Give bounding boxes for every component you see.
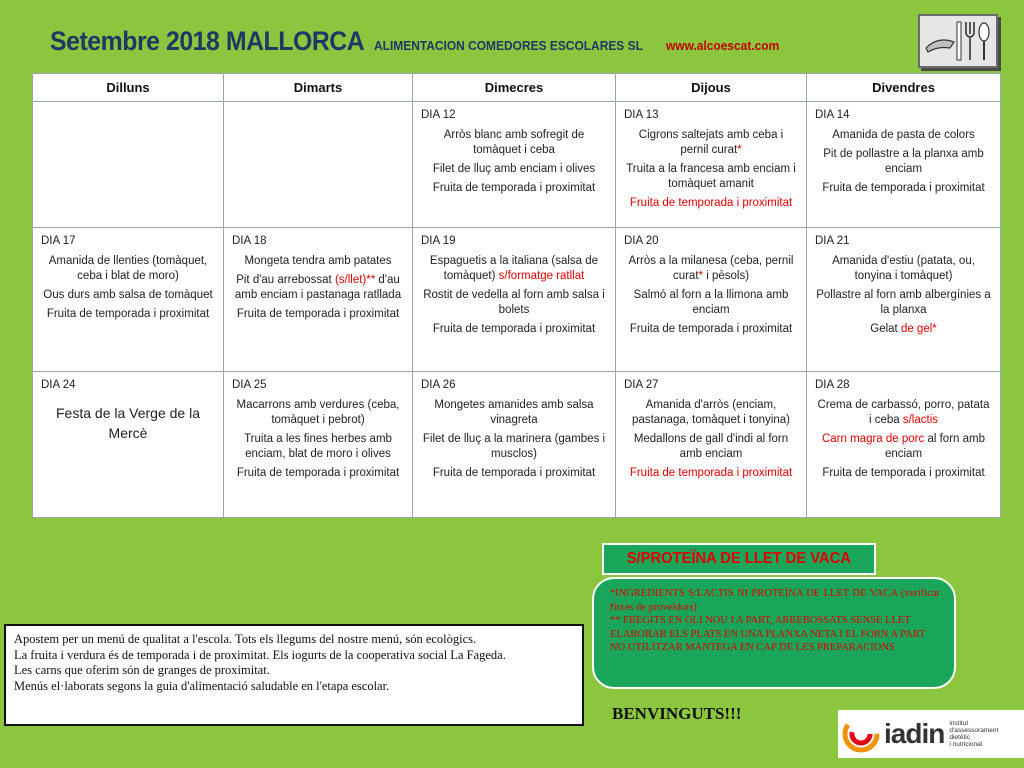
- legend-line: ELABORAR ELS PLATS EN UNA PLANXA NETA I EL FORN A PART: [610, 628, 926, 640]
- company-name: ALIMENTACION COMEDORES ESCOLARES SL: [373, 38, 643, 53]
- dish: Fruita de temporada i proximitat: [432, 467, 596, 479]
- day-cell: [616, 102, 807, 228]
- week-row: [33, 228, 1001, 372]
- dish: Macarrons amb verdures (ceba, tomàquet i pebrot): [236, 399, 400, 426]
- dish: Pit de pollastre a la planxa amb enciam: [823, 148, 984, 175]
- week-row: [33, 372, 1001, 518]
- dish: Fruita de temporada i proximitat: [629, 467, 793, 479]
- company-url: www.alcoescat.com: [665, 38, 780, 53]
- iadin-tagline: institut d'assessorament dietètic i nutricional: [949, 720, 999, 748]
- dish: Amanida de pasta de colors: [832, 129, 975, 141]
- weekday-header: Dilluns: [33, 74, 224, 102]
- day-cell: [33, 102, 224, 228]
- page-header: [50, 26, 910, 62]
- day-cell: [616, 372, 807, 518]
- day-cell: [33, 228, 224, 372]
- cutlery-icon: [920, 16, 996, 66]
- dish: Fruita de temporada i proximitat: [236, 467, 400, 479]
- dish: Medallons de gall d'indi al forn amb enciam: [633, 433, 789, 460]
- dish: Pollastre al forn amb albergínies a la planxa: [816, 289, 991, 316]
- dish: Amanida de llenties (tomàquet, ceba i blat de moro): [48, 255, 208, 282]
- info-line: Les carns que oferim són de granges de proximitat.: [14, 663, 270, 677]
- day-cell: [224, 372, 413, 518]
- allergen-legend: [592, 577, 956, 689]
- dish: Fruita de temporada i proximitat: [236, 308, 400, 320]
- dish: Gelat de gel*: [870, 323, 937, 335]
- holiday-note: Festa de la Verge de la Mercè: [56, 405, 200, 441]
- day-number: DIA 13: [624, 109, 659, 121]
- iadin-logo: [838, 710, 1024, 758]
- day-cell: [224, 102, 413, 228]
- info-line: La fruita i verdura és de temporada i de proximitat. Els iogurts de la cooperativa social La Fageda.: [14, 647, 506, 662]
- info-note: [4, 624, 584, 726]
- day-number: DIA 14: [815, 109, 850, 121]
- day-number: DIA 17: [41, 235, 76, 247]
- day-number: DIA 28: [815, 379, 850, 391]
- dish: Pit d'au arrebossat (s/llet)** d'au amb enciam i pastanaga ratllada: [234, 274, 402, 301]
- dish: Truita a la francesa amb enciam i tomàquet amanit: [626, 163, 796, 190]
- dish: Mongeta tendra amb patates: [244, 255, 392, 267]
- dish: Ous durs amb salsa de tomàquet: [43, 289, 213, 301]
- day-cell: [807, 102, 1001, 228]
- legend-title: S/PROTEÏNA DE LLET DE VACA: [602, 543, 876, 575]
- iadin-wordmark: iadin: [884, 718, 945, 749]
- day-number: DIA 27: [624, 379, 659, 391]
- dish: Arròs blanc amb sofregit de tomàquet i ceba: [443, 129, 585, 156]
- legend-line: NO UTILITZAR MANTEGA EN CAP DE LES PREPARACIONS: [610, 642, 895, 653]
- day-number: DIA 24: [41, 379, 76, 391]
- day-cell: [807, 228, 1001, 372]
- week-row: [33, 102, 1001, 228]
- dish: Mongetes amanides amb salsa vinagreta: [434, 399, 594, 426]
- legend-line: *INGREDIENTS S/LACTIS NI PROTEÏNA DE LLET DE VACA (verificar fitxes de proveïdors): [610, 588, 940, 613]
- iadin-swirl-icon: [842, 715, 880, 753]
- dish: Crema de carbassó, porro, patata i ceba s/lactis: [817, 399, 990, 426]
- cutlery-logo: [918, 14, 998, 68]
- welcome-text: BENVINGUTS!!!: [612, 704, 742, 723]
- info-line: Menús el·laborats segons la guia d'alimentació saludable en l'etapa escolar.: [14, 678, 390, 693]
- weekday-header: Divendres: [807, 74, 1001, 102]
- day-number: DIA 19: [421, 235, 456, 247]
- dish: Fruita de temporada i proximitat: [629, 323, 793, 335]
- dish: Fruita de temporada i proximitat: [822, 467, 985, 479]
- info-line: Apostem per un menú de qualitat a l'escola. Tots els llegums del nostre menú, són ecològics.: [14, 632, 477, 646]
- weekly-menu-table: [32, 73, 1001, 518]
- day-number: DIA 21: [815, 235, 850, 247]
- day-cell: [807, 372, 1001, 518]
- day-number: DIA 12: [421, 109, 456, 121]
- legend-line: ** FREGITS EN OLI NOU I A PART, ARREBOSSATS SENSE LLET: [610, 615, 911, 626]
- dish: Espaguetis a la italiana (salsa de tomàquet) s/formatge ratllat: [429, 255, 599, 282]
- day-cell: [224, 228, 413, 372]
- day-number: DIA 18: [232, 235, 267, 247]
- dish: Fruita de temporada i proximitat: [432, 323, 596, 335]
- dish: Rostit de vedella al forn amb salsa i bolets: [423, 289, 605, 316]
- day-cell: [33, 372, 224, 518]
- page-title: Setembre 2018 MALLORCA: [50, 26, 365, 56]
- day-cell: [413, 228, 616, 372]
- dish: Filet de lluç amb enciam i olives: [432, 163, 596, 175]
- dish: Amanida d'estiu (patata, ou, tonyina i tomàquet): [832, 255, 975, 282]
- weekday-header: Dimecres: [413, 74, 616, 102]
- dish: Amanida d'arròs (enciam, pastanaga, tomàquet i tonyina): [632, 399, 790, 426]
- day-number: DIA 25: [232, 379, 267, 391]
- dish: Cigrons saltejats amb ceba i pernil curat*: [638, 129, 784, 156]
- dish: Carn magra de porc al forn amb enciam: [821, 433, 985, 460]
- weekday-header-row: [33, 74, 1001, 102]
- dish: Fruita de temporada i proximitat: [629, 197, 793, 209]
- day-cell: [413, 372, 616, 518]
- day-number: DIA 20: [624, 235, 659, 247]
- dish: Filet de lluç a la marinera (gambes i musclos): [422, 433, 606, 460]
- dish: Arròs a la milanesa (ceba, pernil curat* i pèsols): [628, 255, 794, 282]
- dish: Fruita de temporada i proximitat: [822, 182, 985, 194]
- dish: Fruita de temporada i proximitat: [46, 308, 210, 320]
- day-cell: [413, 102, 616, 228]
- dish: Salmó al forn a la llimona amb enciam: [633, 289, 789, 316]
- dish: Fruita de temporada i proximitat: [432, 182, 596, 194]
- weekday-header: Dimarts: [224, 74, 413, 102]
- dish: Truita a les fines herbes amb enciam, blat de moro i olives: [244, 433, 392, 460]
- day-cell: [616, 228, 807, 372]
- day-number: DIA 26: [421, 379, 456, 391]
- weekday-header: Dijous: [616, 74, 807, 102]
